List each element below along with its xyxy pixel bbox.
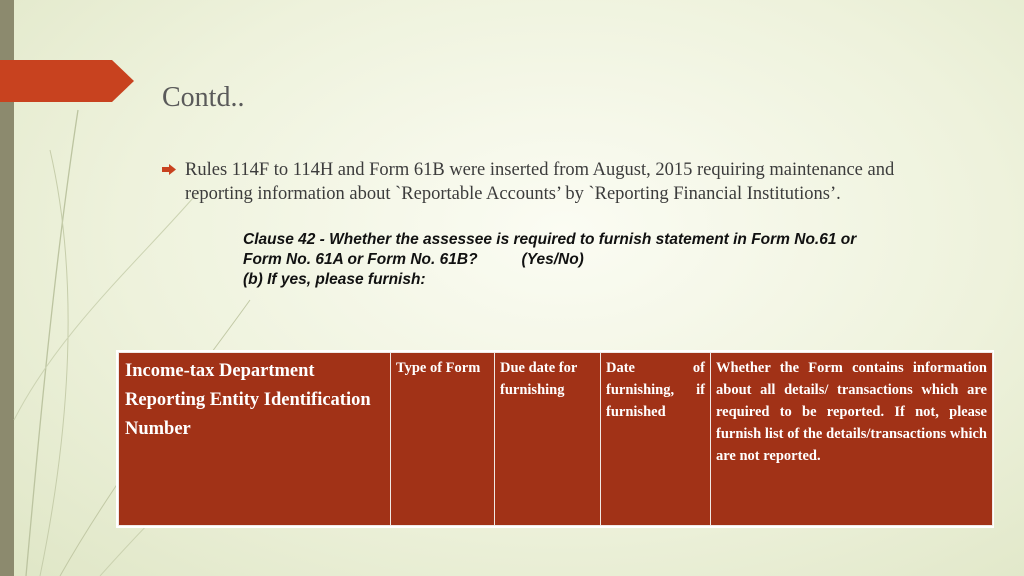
header-reporting-entity-id: Income-tax Department Reporting Entity Identification Number bbox=[119, 353, 391, 526]
arrow-bullet-icon bbox=[162, 164, 176, 175]
yes-no-label: (Yes/No) bbox=[521, 251, 584, 268]
bullet-text: Rules 114F to 114H and Form 61B were inserted from August, 2015 requiring maintenance and reporting information about `Reportable Accounts’ by `Reporting Financial Institutions’. bbox=[185, 160, 895, 204]
slide-title: Contd.. bbox=[162, 82, 245, 113]
clause-block bbox=[243, 230, 963, 290]
clause-question: Form No. 61A or Form No. 61B? bbox=[243, 251, 478, 268]
bullet-point bbox=[162, 158, 962, 206]
header-due-date: Due date for furnishing bbox=[495, 353, 601, 526]
header-date-of-furnishing: Date of furnishing, if furnished bbox=[601, 353, 711, 526]
table-header-row bbox=[119, 353, 993, 526]
clause-line-2 bbox=[243, 250, 963, 270]
form-61-table bbox=[118, 352, 993, 526]
header-contains-all-details: Whether the Form contains information about all details/ transactions which are required to be reported. If not, please furnish list of the details/transactions which are not reported. bbox=[711, 353, 993, 526]
clause-line-3: (b) If yes, please furnish: bbox=[243, 271, 426, 288]
form-table-frame bbox=[116, 350, 994, 528]
header-type-of-form: Type of Form bbox=[391, 353, 495, 526]
title-accent-flag bbox=[0, 60, 134, 102]
clause-line-1: Clause 42 - Whether the assessee is required to furnish statement in Form No.61 or bbox=[243, 231, 857, 248]
